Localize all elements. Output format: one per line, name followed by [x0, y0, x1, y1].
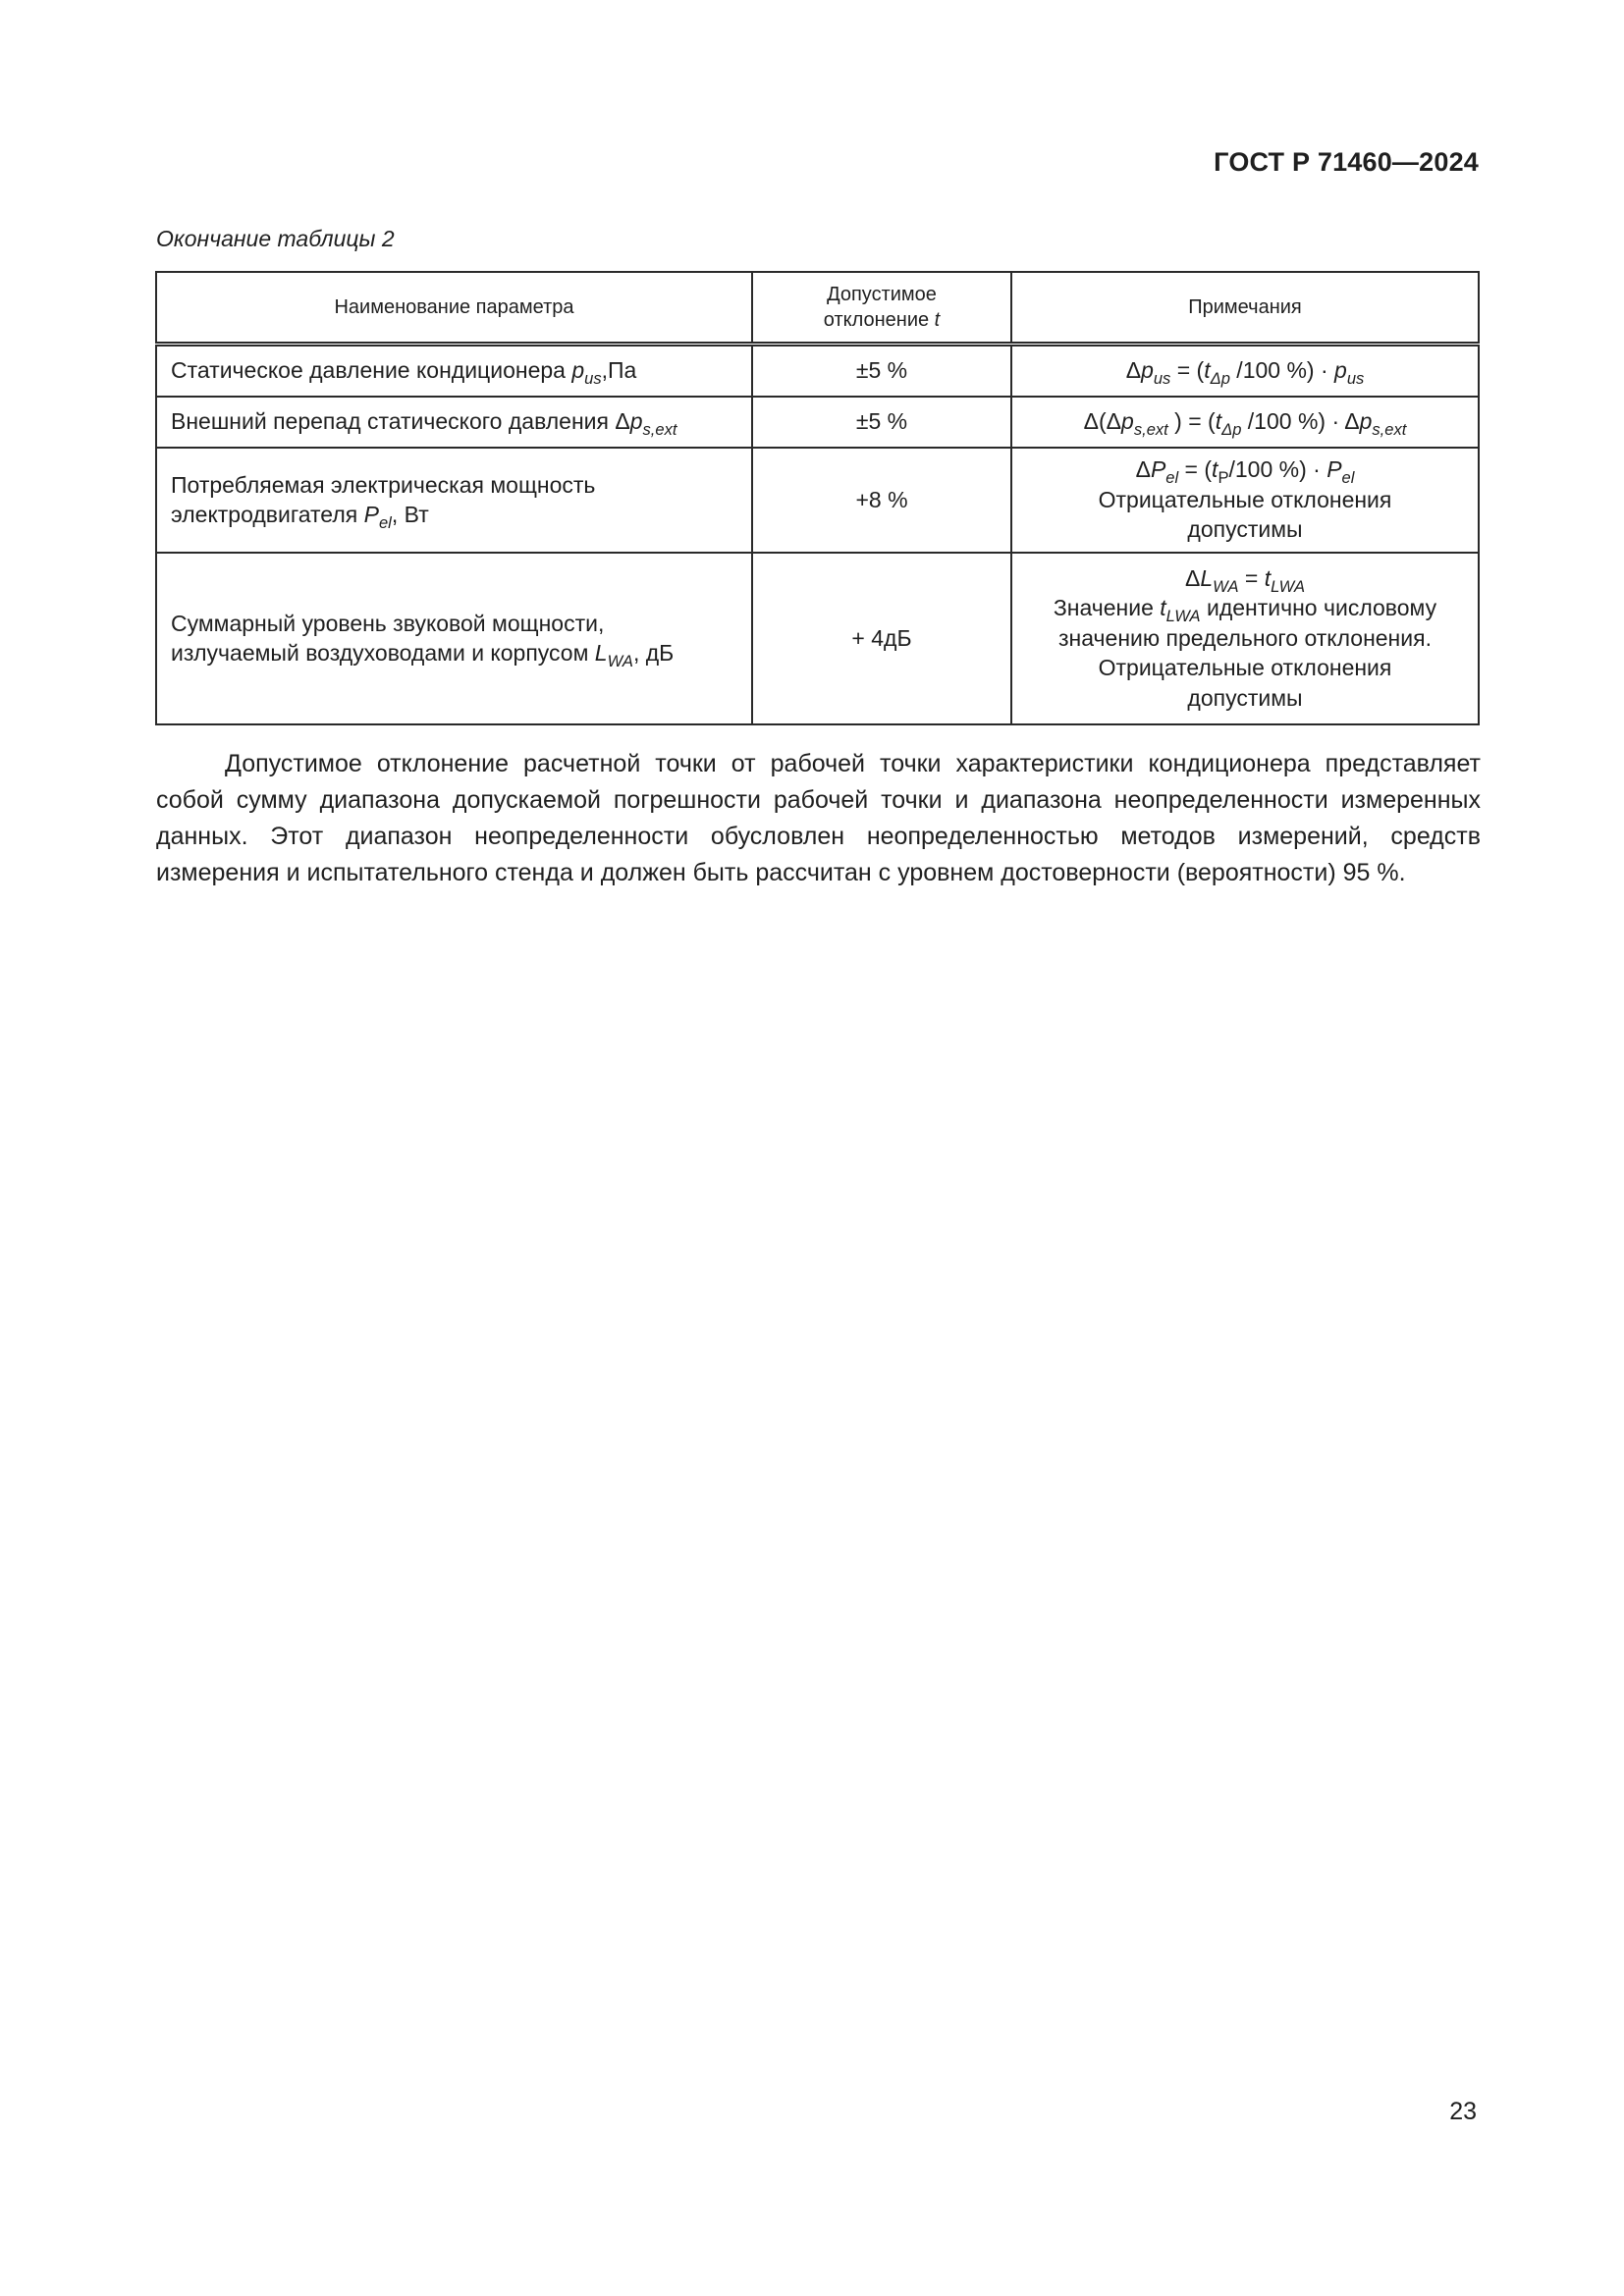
deviation-cell: ±5 %	[752, 397, 1011, 448]
param-cell: Суммарный уровень звуковой мощности, излучаемый воздуховодами и корпусом $L_{WA}$, дБ	[156, 553, 752, 724]
standard-designation: ГОСТ Р 71460—2024	[1214, 147, 1479, 177]
note-cell: $\Delta(\Delta p_{s,ext}$ ) = ($t_{\Delta p}$ /100 %) · $\Delta p_{s,ext}$	[1011, 397, 1479, 448]
header-deviation-line1: Допустимое	[827, 283, 937, 305]
deviation-cell: +8 %	[752, 448, 1011, 553]
note-cell: $\Delta p_{us} = (t_{\Delta p}$ /100 %) · $p_{us}$	[1011, 345, 1479, 398]
deviation-cell: ±5 %	[752, 345, 1011, 398]
deviation-cell: + 4дБ	[752, 553, 1011, 724]
table-row	[156, 448, 1479, 553]
deviation-table	[155, 271, 1480, 725]
header-notes: Примечания	[1011, 272, 1479, 345]
table-row	[156, 553, 1479, 724]
table-row	[156, 397, 1479, 448]
param-cell: Статическое давление кондиционера $p_{us},Па$	[156, 345, 752, 398]
param-cell: Потребляемая электрическая мощность электродвигателя $P_{el}$, Вт	[156, 448, 752, 553]
header-param: Наименование параметра	[156, 272, 752, 345]
table-caption: Окончание таблицы 2	[156, 226, 395, 251]
page-number: 23	[1449, 2098, 1477, 2125]
note-cell: $\Delta P_{el} = (t_P/100$ %) · $P_{el}$ Отрицательные отклонения допустимы	[1011, 448, 1479, 553]
body-paragraph: Допустимое отклонение расчетной точки от рабочей точки характеристики кондиционера представляет собой сумму диапазона допускаемой погрешности рабочей точки и диапазона неопределенности измеренных данных. Этот диапазон неопределенности обусловлен неопределенностью методов измерений, средств измерения и испытательного стенда и должен быть рассчитан с уровнем достоверности (вероятности) 95 %.	[156, 750, 1481, 886]
header-deviation	[752, 272, 1011, 345]
table-row	[156, 345, 1479, 398]
param-cell: Внешний перепад статического давления $\Delta p_{s,ext}$	[156, 397, 752, 448]
header-deviation-symbol: t	[934, 309, 941, 331]
note-cell: $\Delta L_{WA} = t_{LWA}$ Значение $t_{LWA}$ идентично числовому значению предельного отклонения. Отрицательные отклонения допустимы	[1011, 553, 1479, 724]
header-deviation-line2: отклонение	[823, 309, 930, 331]
table-header-row	[156, 272, 1479, 345]
